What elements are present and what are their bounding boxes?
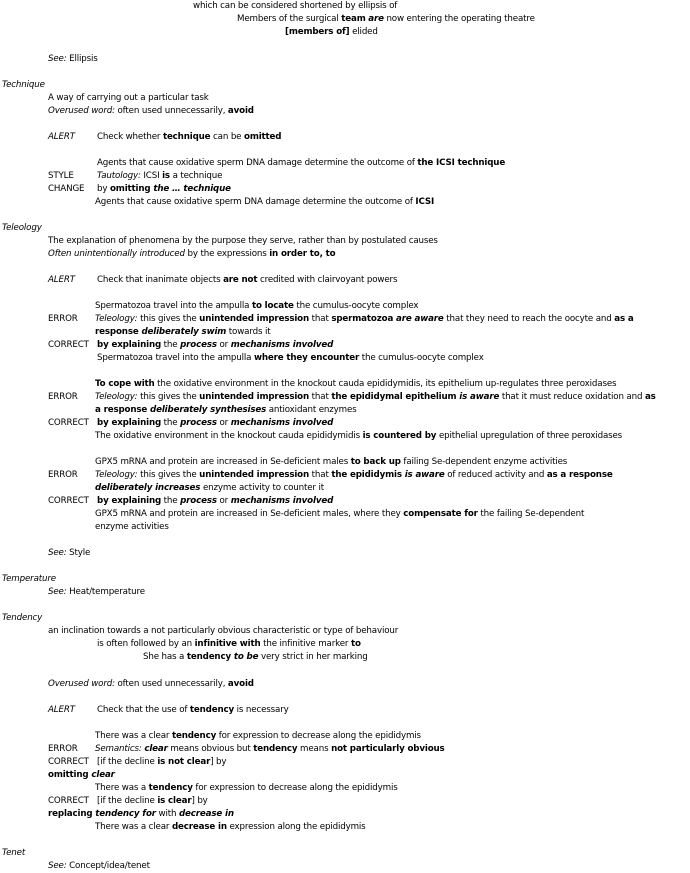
text-line: [members of] elided	[285, 27, 378, 37]
text-line: deliberately increases enzyme activity to counter it	[95, 483, 324, 493]
text-line: omitting clear	[48, 770, 115, 780]
text-line: To cope with the oxidative environment in the knockout cauda epididymidis, its epithelium up-regulates three peroxidases	[95, 379, 617, 389]
text-line: ALERT	[48, 275, 75, 285]
text-line: There was a tendency for expression to decrease along the epididymis	[95, 783, 398, 793]
text-line: [if the decline is clear] by	[97, 796, 208, 806]
text-line: Overused word: often used unnecessarily, avoid	[48, 679, 254, 689]
text-line: See: Concept/idea/tenet	[48, 861, 150, 871]
text-line: GPX5 mRNA and protein are increased in Se-deficient males to back up failing Se-dependent enzyme activities	[95, 457, 568, 467]
text-line: CORRECT	[48, 418, 89, 428]
text-line: Tautology: ICSI is a technique	[97, 171, 223, 181]
text-line: ERROR	[48, 392, 78, 402]
text-line: STYLE	[48, 171, 74, 181]
text-line: CORRECT	[48, 796, 89, 806]
text-line: There was a clear tendency for expression to decrease along the epididymis	[95, 731, 421, 741]
text-line: Often unintentionally introduced by the expressions in order to, to	[48, 249, 336, 259]
text-line: by explaining the process or mechanisms involved	[97, 340, 334, 350]
text-line: Agents that cause oxidative sperm DNA damage determine the outcome of ICSI	[95, 197, 435, 207]
text-line: Teleology	[2, 223, 42, 233]
text-line: is often followed by an infinitive with the infinitive marker to	[97, 639, 361, 649]
text-line: See: Ellipsis	[48, 54, 98, 64]
text-line: CORRECT	[48, 340, 89, 350]
text-line: ERROR	[48, 314, 78, 324]
text-line: Check whether technique can be omitted	[97, 132, 282, 142]
text-line: replacing tendency for with decrease in	[48, 809, 234, 819]
text-line: Overused word: often used unnecessarily, avoid	[48, 106, 254, 116]
text-line: which can be considered shortened by ellipsis of	[193, 1, 398, 11]
text-line: Check that inanimate objects are not credited with clairvoyant powers	[97, 275, 398, 285]
text-line: See: Style	[48, 548, 91, 558]
text-line: A way of carrying out a particular task	[48, 93, 209, 103]
text-line: an inclination towards a not particularly obvious characteristic or type of behaviour	[48, 626, 399, 636]
text-line: by omitting the … technique	[97, 184, 231, 194]
text-line: ALERT	[48, 132, 75, 142]
text-line: Tenet	[2, 848, 26, 858]
text-line: Agents that cause oxidative sperm DNA damage determine the outcome of the ICSI technique	[97, 158, 506, 168]
text-line: CORRECT	[48, 757, 89, 767]
text-line: ERROR	[48, 470, 78, 480]
text-line: [if the decline is not clear] by	[97, 757, 227, 767]
text-line: GPX5 mRNA and protein are increased in Se-deficient males, where they compensate for the failing Se-dependent	[95, 509, 585, 519]
text-line: Check that the use of tendency is necessary	[97, 705, 289, 715]
text-line: response deliberately swim towards it	[95, 327, 271, 337]
text-line: There was a clear decrease in expression along the epididymis	[95, 822, 366, 832]
text-line: a response deliberately synthesises antioxidant enzymes	[95, 405, 357, 415]
text-line: Teleology: this gives the unintended impression that spermatozoa are aware that they need to reach the oocyte and as a	[95, 314, 634, 324]
text-line: The oxidative environment in the knockout cauda epididymidis is countered by epithelial upregulation of three peroxidases	[95, 431, 623, 441]
text-line: CORRECT	[48, 496, 89, 506]
text-line: Tendency	[2, 613, 43, 623]
text-line: She has a tendency to be very strict in her marking	[143, 652, 368, 662]
text-line: Temperature	[2, 574, 56, 584]
text-line: See: Heat/temperature	[48, 587, 145, 597]
text-line: by explaining the process or mechanisms involved	[97, 496, 334, 506]
text-line: Technique	[2, 80, 45, 90]
text-line: enzyme activities	[95, 522, 169, 532]
text-line: Spermatozoa travel into the ampulla to locate the cumulus-oocyte complex	[95, 301, 419, 311]
text-line: Teleology: this gives the unintended impression that the epididymis is aware of reduced activity and as a response	[95, 470, 613, 480]
text-line: The explanation of phenomena by the purpose they serve, rather than by postulated causes	[48, 236, 438, 246]
text-line: Semantics: clear means obvious but tendency means not particularly obvious	[95, 744, 445, 754]
text-line: ALERT	[48, 705, 75, 715]
text-line: Teleology: this gives the unintended impression that the epididymal epithelium is aware that it must reduce oxidation and as	[95, 392, 656, 402]
text-line: by explaining the process or mechanisms involved	[97, 418, 334, 428]
text-line: Spermatozoa travel into the ampulla where they encounter the cumulus-oocyte complex	[97, 353, 484, 363]
text-line: ERROR	[48, 744, 78, 754]
text-line: CHANGE	[48, 184, 85, 194]
text-line: Members of the surgical team are now entering the operating theatre	[237, 14, 535, 24]
